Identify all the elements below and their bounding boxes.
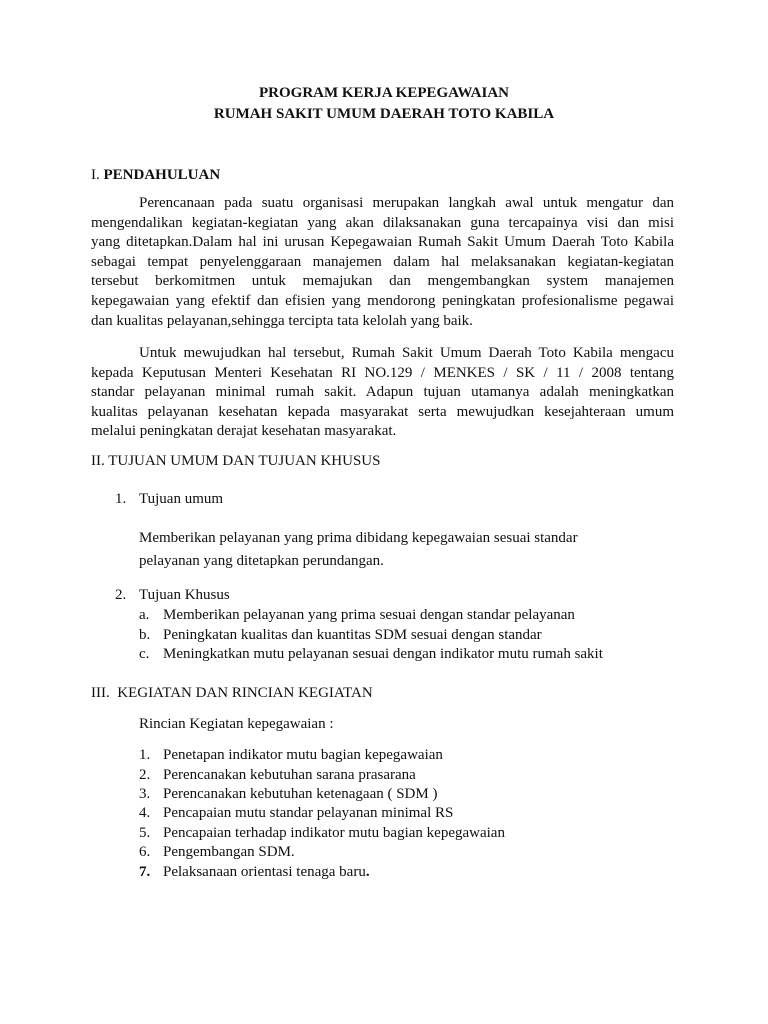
activity-number: 5. xyxy=(139,825,151,841)
activity-item-3 xyxy=(139,784,437,804)
specific-goal-c xyxy=(139,644,603,664)
activity-item-1 xyxy=(139,745,443,765)
goal-item-label: Tujuan umum xyxy=(139,491,224,507)
paragraph-2-line: kualitas pelayanan kesehatan kepada masyarakat serta mewujudkan kesejahteraan umum xyxy=(91,403,674,420)
specific-goal-letter: b. xyxy=(139,627,151,643)
section-1-heading xyxy=(91,165,220,185)
activity-text: Pengembangan SDM. xyxy=(163,844,295,860)
section-1-title: PENDAHULUAN xyxy=(103,167,221,183)
activity-text: Pencapaian terhadap indikator mutu bagian kepegawaian xyxy=(163,825,505,841)
activity-text: Pelaksanaan orientasi tenaga baru xyxy=(163,864,366,880)
document-title-line-1: PROGRAM KERJA KEPEGAWAIAN xyxy=(258,85,509,101)
specific-goal-a xyxy=(139,605,575,625)
goal-item-1 xyxy=(115,489,223,509)
paragraph-1-line: dan kualitas pelayanan,sehingga tercipta tata kelolah yang baik. xyxy=(91,312,473,329)
activity-item-7 xyxy=(139,862,370,882)
specific-goal-letter: a. xyxy=(139,607,150,623)
paragraph-1-line: Perencanaan pada suatu organisasi merupakan langkah awal untuk mengatur dan xyxy=(139,195,674,211)
activity-intro: Rincian Kegiatan kepegawaian : xyxy=(139,716,334,732)
activity-text: Penetapan indikator mutu bagian kepegawaian xyxy=(163,747,443,763)
activity-item-6 xyxy=(139,842,295,862)
general-goal-text-line-2: pelayanan yang ditetapkan perundangan. xyxy=(139,553,384,569)
specific-goal-text: Peningkatan kualitas dan kuantitas SDM sesuai dengan standar xyxy=(163,627,542,643)
general-goal-text-line-1: Memberikan pelayanan yang prima dibidang kepegawaian sesuai standar xyxy=(139,530,578,546)
activity-number: 6. xyxy=(139,844,151,860)
paragraph-1-line: mengendalikan kegiatan-kegiatan yang akan dilaksanakan guna tercapainya visi dan misi xyxy=(91,214,674,231)
paragraph-1-line: sebagai tempat penyelenggaraan manajemen dalam hal melaksanakan kegiatan-kegiatan xyxy=(91,253,674,270)
activity-item-5 xyxy=(139,823,505,843)
activity-number: 3. xyxy=(139,786,151,802)
paragraph-2-line: melalui peningkatan derajat kesehatan masyarakat. xyxy=(91,423,397,440)
paragraph-1-line: tersebut berkomitmen untuk memajukan dan mengembangkan system manajemen xyxy=(91,273,674,290)
goal-item-number: 1. xyxy=(115,491,127,507)
document-title-line-2: RUMAH SAKIT UMUM DAERAH TOTO KABILA xyxy=(213,106,555,122)
paragraph-2-line: kepada Keputusan Menteri Kesehatan RI NO.129 / MENKES / SK / 11 / 2008 tentang xyxy=(91,364,674,381)
paragraph-2-line: Untuk mewujudkan hal tersebut, Rumah Sakit Umum Daerah Toto Kabila mengacu xyxy=(139,345,674,361)
specific-goal-b xyxy=(139,625,542,645)
paragraph-2-line: standar pelayanan minimal rumah sakit. Adapun tujuan utamanya adalah meningkatkan xyxy=(91,384,674,401)
activity-number: 7. xyxy=(139,864,151,880)
activity-number: 4. xyxy=(139,805,151,821)
activity-text: Perencanakan kebutuhan ketenagaan ( SDM ) xyxy=(163,786,438,802)
activity-item-4 xyxy=(139,803,453,823)
goal-item-label: Tujuan Khusus xyxy=(139,587,230,603)
section-1-paragraph-2 xyxy=(91,344,674,442)
activity-number: 1. xyxy=(139,747,151,763)
specific-goal-text: Memberikan pelayanan yang prima sesuai dengan standar pelayanan xyxy=(163,607,575,623)
paragraph-1-line: kepegawaian yang efektif dan efisien yang mendorong peningkatan profesionalisme pegawai xyxy=(91,292,674,309)
activity-number: 2. xyxy=(139,767,151,783)
section-3-heading: III. KEGIATAN DAN RINCIAN KEGIATAN xyxy=(91,685,373,701)
section-2-heading: II. TUJUAN UMUM DAN TUJUAN KHUSUS xyxy=(91,453,381,469)
activity-item-2 xyxy=(139,765,416,785)
activity-text: Pencapaian mutu standar pelayanan minimal RS xyxy=(163,805,454,821)
paragraph-1-line: yang ditetapkan.Dalam hal ini urusan Kepegawaian Rumah Sakit Umum Daerah Toto Kabila xyxy=(91,234,674,251)
activity-text-suffix: . xyxy=(365,864,370,880)
specific-goal-letter: c. xyxy=(139,646,150,662)
section-1-paragraph-1 xyxy=(91,194,674,331)
activity-text: Perencanakan kebutuhan sarana prasarana xyxy=(163,767,416,783)
specific-goal-text: Meningkatkan mutu pelayanan sesuai dengan indikator mutu rumah sakit xyxy=(163,646,603,662)
section-1-number: I. xyxy=(91,167,104,183)
goal-item-number: 2. xyxy=(115,587,127,603)
goal-item-2 xyxy=(115,585,230,605)
